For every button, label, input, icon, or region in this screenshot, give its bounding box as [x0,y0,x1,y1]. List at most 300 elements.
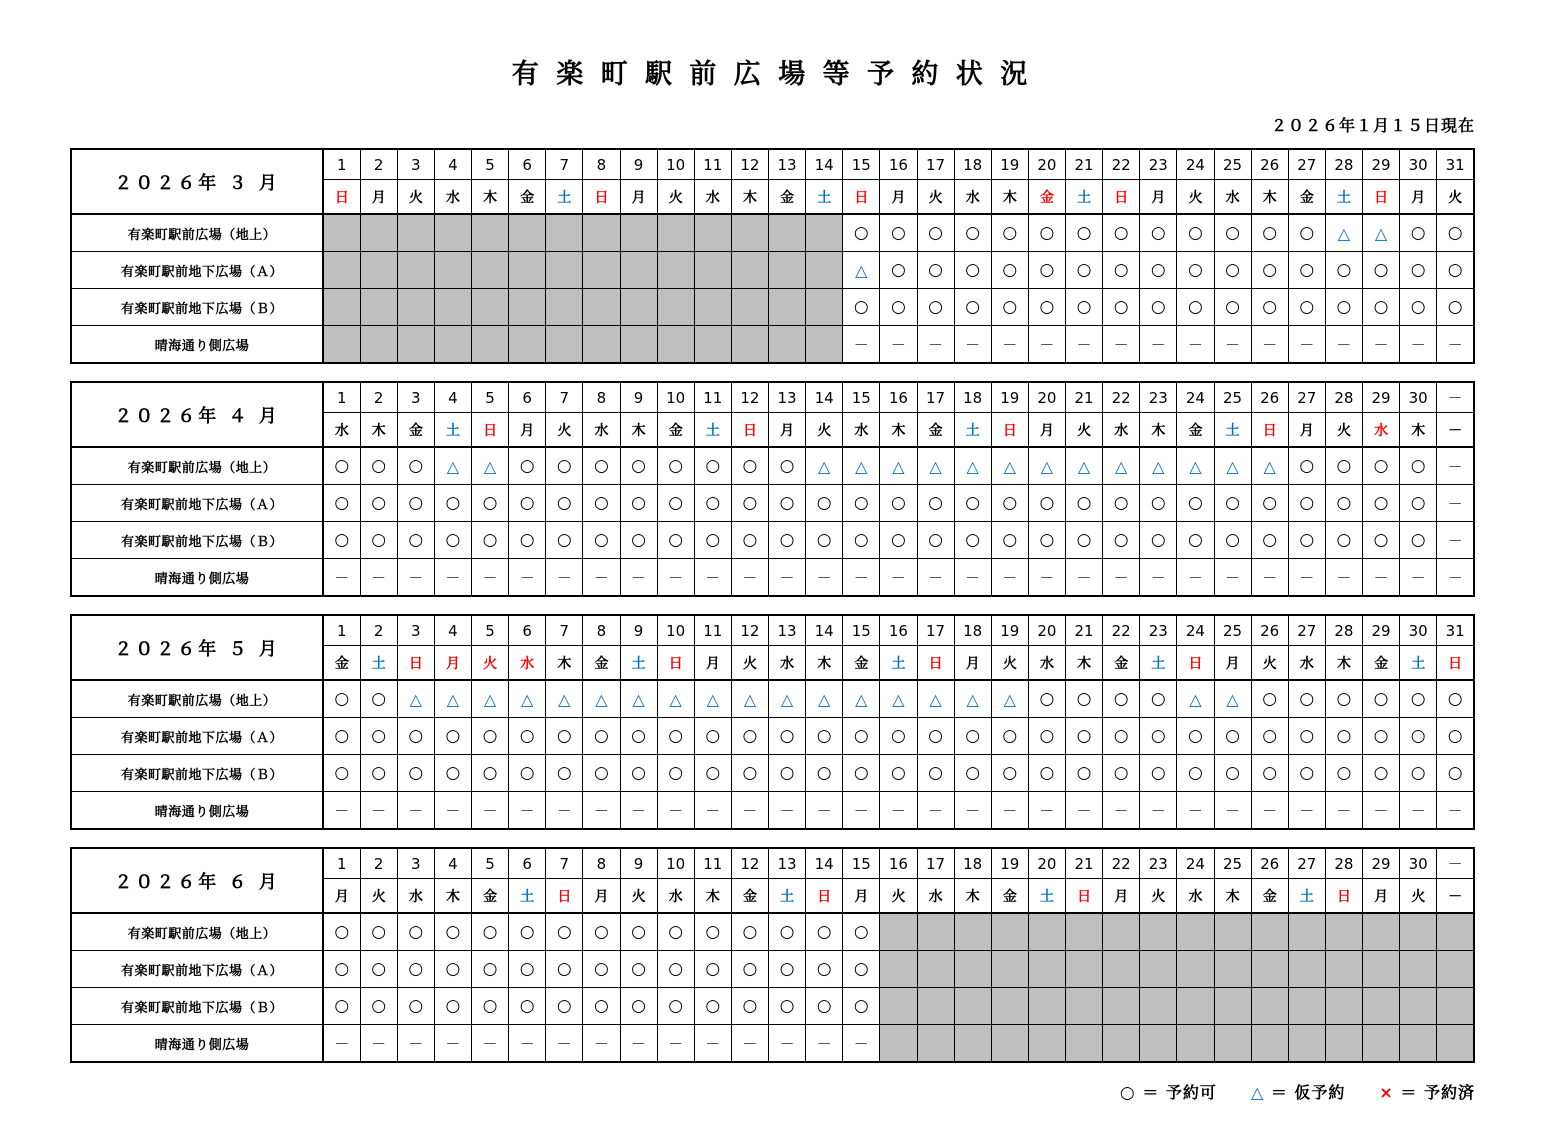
availability-cell[interactable] [769,680,806,718]
availability-cell[interactable] [843,485,880,522]
availability-cell[interactable] [1028,755,1065,792]
availability-cell[interactable] [1400,289,1437,326]
availability-cell[interactable] [472,559,509,597]
availability-cell[interactable] [731,755,768,792]
availability-cell[interactable] [1325,951,1362,988]
availability-cell[interactable] [1066,447,1103,485]
availability-cell[interactable] [1400,988,1437,1025]
availability-cell[interactable] [509,214,546,252]
availability-cell[interactable] [620,559,657,597]
availability-cell[interactable] [731,559,768,597]
availability-cell[interactable] [360,289,397,326]
availability-cell[interactable] [694,326,731,364]
availability-cell[interactable] [843,252,880,289]
availability-cell[interactable] [1437,485,1474,522]
availability-cell[interactable] [917,289,954,326]
availability-cell[interactable] [546,988,583,1025]
availability-cell[interactable] [991,559,1028,597]
availability-cell[interactable] [657,913,694,951]
availability-cell[interactable] [1363,951,1400,988]
availability-cell[interactable] [991,214,1028,252]
availability-cell[interactable] [806,718,843,755]
availability-cell[interactable] [1251,680,1288,718]
availability-cell[interactable] [1028,988,1065,1025]
availability-cell[interactable] [880,913,917,951]
availability-cell[interactable] [434,1025,471,1063]
availability-cell[interactable] [323,252,360,289]
availability-cell[interactable] [1028,214,1065,252]
availability-cell[interactable] [1288,214,1325,252]
availability-cell[interactable] [546,289,583,326]
availability-cell[interactable] [1103,326,1140,364]
availability-cell[interactable] [546,559,583,597]
availability-cell[interactable] [620,447,657,485]
availability-cell[interactable] [954,680,991,718]
availability-cell[interactable] [434,755,471,792]
availability-cell[interactable] [434,951,471,988]
availability-cell[interactable] [434,214,471,252]
availability-cell[interactable] [1437,252,1474,289]
availability-cell[interactable] [843,951,880,988]
availability-cell[interactable] [769,792,806,830]
availability-cell[interactable] [694,447,731,485]
availability-cell[interactable] [769,214,806,252]
availability-cell[interactable] [360,913,397,951]
availability-cell[interactable] [1214,559,1251,597]
availability-cell[interactable] [397,988,434,1025]
availability-cell[interactable] [1103,447,1140,485]
availability-cell[interactable] [583,485,620,522]
availability-cell[interactable] [731,522,768,559]
availability-cell[interactable] [472,1025,509,1063]
availability-cell[interactable] [806,680,843,718]
availability-cell[interactable] [954,252,991,289]
availability-cell[interactable] [657,522,694,559]
availability-cell[interactable] [1177,988,1214,1025]
availability-cell[interactable] [769,951,806,988]
availability-cell[interactable] [1437,680,1474,718]
availability-cell[interactable] [323,680,360,718]
availability-cell[interactable] [1177,951,1214,988]
availability-cell[interactable] [1066,913,1103,951]
availability-cell[interactable] [1251,326,1288,364]
availability-cell[interactable] [397,214,434,252]
availability-cell[interactable] [694,988,731,1025]
availability-cell[interactable] [509,522,546,559]
availability-cell[interactable] [1066,326,1103,364]
availability-cell[interactable] [620,252,657,289]
availability-cell[interactable] [1214,792,1251,830]
availability-cell[interactable] [1325,485,1362,522]
availability-cell[interactable] [1103,951,1140,988]
availability-cell[interactable] [1325,522,1362,559]
availability-cell[interactable] [397,559,434,597]
availability-cell[interactable] [1251,755,1288,792]
availability-cell[interactable] [472,755,509,792]
availability-cell[interactable] [843,522,880,559]
availability-cell[interactable] [806,289,843,326]
availability-cell[interactable] [1325,680,1362,718]
availability-cell[interactable] [1437,988,1474,1025]
availability-cell[interactable] [546,485,583,522]
availability-cell[interactable] [806,988,843,1025]
availability-cell[interactable] [323,792,360,830]
availability-cell[interactable] [546,718,583,755]
availability-cell[interactable] [991,447,1028,485]
availability-cell[interactable] [694,680,731,718]
availability-cell[interactable] [620,214,657,252]
availability-cell[interactable] [694,289,731,326]
availability-cell[interactable] [434,326,471,364]
availability-cell[interactable] [917,951,954,988]
availability-cell[interactable] [1400,447,1437,485]
availability-cell[interactable] [509,988,546,1025]
availability-cell[interactable] [1066,951,1103,988]
availability-cell[interactable] [1400,522,1437,559]
availability-cell[interactable] [843,559,880,597]
availability-cell[interactable] [583,951,620,988]
availability-cell[interactable] [806,326,843,364]
availability-cell[interactable] [1251,951,1288,988]
availability-cell[interactable] [1400,252,1437,289]
availability-cell[interactable] [1103,485,1140,522]
availability-cell[interactable] [360,214,397,252]
availability-cell[interactable] [1400,792,1437,830]
availability-cell[interactable] [1251,485,1288,522]
availability-cell[interactable] [472,792,509,830]
availability-cell[interactable] [1288,755,1325,792]
availability-cell[interactable] [1437,755,1474,792]
availability-cell[interactable] [917,485,954,522]
availability-cell[interactable] [546,913,583,951]
availability-cell[interactable] [434,447,471,485]
availability-cell[interactable] [954,522,991,559]
availability-cell[interactable] [1103,289,1140,326]
availability-cell[interactable] [880,680,917,718]
availability-cell[interactable] [991,755,1028,792]
availability-cell[interactable] [1325,214,1362,252]
availability-cell[interactable] [769,718,806,755]
availability-cell[interactable] [806,214,843,252]
availability-cell[interactable] [323,326,360,364]
availability-cell[interactable] [954,755,991,792]
availability-cell[interactable] [397,951,434,988]
availability-cell[interactable] [1103,559,1140,597]
availability-cell[interactable] [323,559,360,597]
availability-cell[interactable] [397,792,434,830]
availability-cell[interactable] [509,289,546,326]
availability-cell[interactable] [1363,559,1400,597]
availability-cell[interactable] [1066,718,1103,755]
availability-cell[interactable] [880,988,917,1025]
availability-cell[interactable] [323,718,360,755]
availability-cell[interactable] [657,1025,694,1063]
availability-cell[interactable] [434,289,471,326]
availability-cell[interactable] [1251,522,1288,559]
availability-cell[interactable] [1437,1025,1474,1063]
availability-cell[interactable] [1140,913,1177,951]
availability-cell[interactable] [880,326,917,364]
availability-cell[interactable] [1214,951,1251,988]
availability-cell[interactable] [1288,326,1325,364]
availability-cell[interactable] [991,951,1028,988]
availability-cell[interactable] [1177,913,1214,951]
availability-cell[interactable] [1066,289,1103,326]
availability-cell[interactable] [1028,1025,1065,1063]
availability-cell[interactable] [806,485,843,522]
availability-cell[interactable] [657,252,694,289]
availability-cell[interactable] [1214,913,1251,951]
availability-cell[interactable] [954,559,991,597]
availability-cell[interactable] [397,522,434,559]
availability-cell[interactable] [1288,522,1325,559]
availability-cell[interactable] [657,755,694,792]
availability-cell[interactable] [620,913,657,951]
availability-cell[interactable] [1066,792,1103,830]
availability-cell[interactable] [1437,447,1474,485]
availability-cell[interactable] [360,988,397,1025]
availability-cell[interactable] [1288,718,1325,755]
availability-cell[interactable] [472,522,509,559]
availability-cell[interactable] [323,1025,360,1063]
availability-cell[interactable] [843,326,880,364]
availability-cell[interactable] [917,447,954,485]
availability-cell[interactable] [1214,1025,1251,1063]
availability-cell[interactable] [360,485,397,522]
availability-cell[interactable] [1214,755,1251,792]
availability-cell[interactable] [657,988,694,1025]
availability-cell[interactable] [434,485,471,522]
availability-cell[interactable] [1400,485,1437,522]
availability-cell[interactable] [323,913,360,951]
availability-cell[interactable] [1288,1025,1325,1063]
availability-cell[interactable] [843,988,880,1025]
availability-cell[interactable] [1400,951,1437,988]
availability-cell[interactable] [917,326,954,364]
availability-cell[interactable] [731,447,768,485]
availability-cell[interactable] [1066,988,1103,1025]
availability-cell[interactable] [731,951,768,988]
availability-cell[interactable] [657,559,694,597]
availability-cell[interactable] [1325,252,1362,289]
availability-cell[interactable] [806,951,843,988]
availability-cell[interactable] [397,252,434,289]
availability-cell[interactable] [917,559,954,597]
availability-cell[interactable] [1140,1025,1177,1063]
availability-cell[interactable] [434,913,471,951]
availability-cell[interactable] [1363,755,1400,792]
availability-cell[interactable] [620,680,657,718]
availability-cell[interactable] [769,1025,806,1063]
availability-cell[interactable] [843,447,880,485]
availability-cell[interactable] [991,1025,1028,1063]
availability-cell[interactable] [1363,485,1400,522]
availability-cell[interactable] [731,913,768,951]
availability-cell[interactable] [1177,1025,1214,1063]
availability-cell[interactable] [694,718,731,755]
availability-cell[interactable] [1214,485,1251,522]
availability-cell[interactable] [1028,252,1065,289]
availability-cell[interactable] [397,289,434,326]
availability-cell[interactable] [509,559,546,597]
availability-cell[interactable] [620,326,657,364]
availability-cell[interactable] [991,680,1028,718]
availability-cell[interactable] [397,1025,434,1063]
availability-cell[interactable] [1103,680,1140,718]
availability-cell[interactable] [1251,1025,1288,1063]
availability-cell[interactable] [1363,522,1400,559]
availability-cell[interactable] [1363,326,1400,364]
availability-cell[interactable] [1400,559,1437,597]
availability-cell[interactable] [472,680,509,718]
availability-cell[interactable] [1288,485,1325,522]
availability-cell[interactable] [880,755,917,792]
availability-cell[interactable] [917,988,954,1025]
availability-cell[interactable] [1214,522,1251,559]
availability-cell[interactable] [991,522,1028,559]
availability-cell[interactable] [509,755,546,792]
availability-cell[interactable] [397,680,434,718]
availability-cell[interactable] [954,289,991,326]
availability-cell[interactable] [769,522,806,559]
availability-cell[interactable] [1251,988,1288,1025]
availability-cell[interactable] [1437,522,1474,559]
availability-cell[interactable] [1325,326,1362,364]
availability-cell[interactable] [1028,913,1065,951]
availability-cell[interactable] [806,755,843,792]
availability-cell[interactable] [583,913,620,951]
availability-cell[interactable] [360,1025,397,1063]
availability-cell[interactable] [1177,559,1214,597]
availability-cell[interactable] [323,988,360,1025]
availability-cell[interactable] [1363,792,1400,830]
availability-cell[interactable] [843,1025,880,1063]
availability-cell[interactable] [1028,289,1065,326]
availability-cell[interactable] [472,214,509,252]
availability-cell[interactable] [1214,326,1251,364]
availability-cell[interactable] [472,252,509,289]
availability-cell[interactable] [1103,252,1140,289]
availability-cell[interactable] [769,447,806,485]
availability-cell[interactable] [731,485,768,522]
availability-cell[interactable] [360,447,397,485]
availability-cell[interactable] [1251,289,1288,326]
availability-cell[interactable] [620,718,657,755]
availability-cell[interactable] [1177,680,1214,718]
availability-cell[interactable] [1325,792,1362,830]
availability-cell[interactable] [583,252,620,289]
availability-cell[interactable] [1288,680,1325,718]
availability-cell[interactable] [991,485,1028,522]
availability-cell[interactable] [472,913,509,951]
availability-cell[interactable] [806,252,843,289]
availability-cell[interactable] [1288,252,1325,289]
availability-cell[interactable] [1177,485,1214,522]
availability-cell[interactable] [472,289,509,326]
availability-cell[interactable] [1066,1025,1103,1063]
availability-cell[interactable] [1437,718,1474,755]
availability-cell[interactable] [1028,680,1065,718]
availability-cell[interactable] [397,447,434,485]
availability-cell[interactable] [323,447,360,485]
availability-cell[interactable] [1325,1025,1362,1063]
availability-cell[interactable] [954,485,991,522]
availability-cell[interactable] [360,951,397,988]
availability-cell[interactable] [1140,485,1177,522]
availability-cell[interactable] [657,951,694,988]
availability-cell[interactable] [1103,718,1140,755]
availability-cell[interactable] [1066,680,1103,718]
availability-cell[interactable] [323,951,360,988]
availability-cell[interactable] [1363,447,1400,485]
availability-cell[interactable] [843,214,880,252]
availability-cell[interactable] [880,214,917,252]
availability-cell[interactable] [1363,1025,1400,1063]
availability-cell[interactable] [1103,522,1140,559]
availability-cell[interactable] [731,214,768,252]
availability-cell[interactable] [509,718,546,755]
availability-cell[interactable] [620,988,657,1025]
availability-cell[interactable] [657,792,694,830]
availability-cell[interactable] [1140,522,1177,559]
availability-cell[interactable] [620,522,657,559]
availability-cell[interactable] [620,485,657,522]
availability-cell[interactable] [546,680,583,718]
availability-cell[interactable] [1177,447,1214,485]
availability-cell[interactable] [694,522,731,559]
availability-cell[interactable] [769,326,806,364]
availability-cell[interactable] [769,755,806,792]
availability-cell[interactable] [769,913,806,951]
availability-cell[interactable] [509,680,546,718]
availability-cell[interactable] [917,755,954,792]
availability-cell[interactable] [1400,326,1437,364]
availability-cell[interactable] [1288,447,1325,485]
availability-cell[interactable] [360,559,397,597]
availability-cell[interactable] [1288,951,1325,988]
availability-cell[interactable] [1363,252,1400,289]
availability-cell[interactable] [1140,326,1177,364]
availability-cell[interactable] [917,792,954,830]
availability-cell[interactable] [843,792,880,830]
availability-cell[interactable] [1028,559,1065,597]
availability-cell[interactable] [769,485,806,522]
availability-cell[interactable] [546,522,583,559]
availability-cell[interactable] [583,447,620,485]
availability-cell[interactable] [657,718,694,755]
availability-cell[interactable] [1437,214,1474,252]
availability-cell[interactable] [1214,680,1251,718]
availability-cell[interactable] [546,252,583,289]
availability-cell[interactable] [323,522,360,559]
availability-cell[interactable] [546,1025,583,1063]
availability-cell[interactable] [1288,792,1325,830]
availability-cell[interactable] [954,718,991,755]
availability-cell[interactable] [1214,718,1251,755]
availability-cell[interactable] [694,792,731,830]
availability-cell[interactable] [954,913,991,951]
availability-cell[interactable] [917,718,954,755]
availability-cell[interactable] [1028,326,1065,364]
availability-cell[interactable] [1103,988,1140,1025]
availability-cell[interactable] [843,289,880,326]
availability-cell[interactable] [806,559,843,597]
availability-cell[interactable] [434,252,471,289]
availability-cell[interactable] [546,326,583,364]
availability-cell[interactable] [954,1025,991,1063]
availability-cell[interactable] [731,988,768,1025]
availability-cell[interactable] [880,485,917,522]
